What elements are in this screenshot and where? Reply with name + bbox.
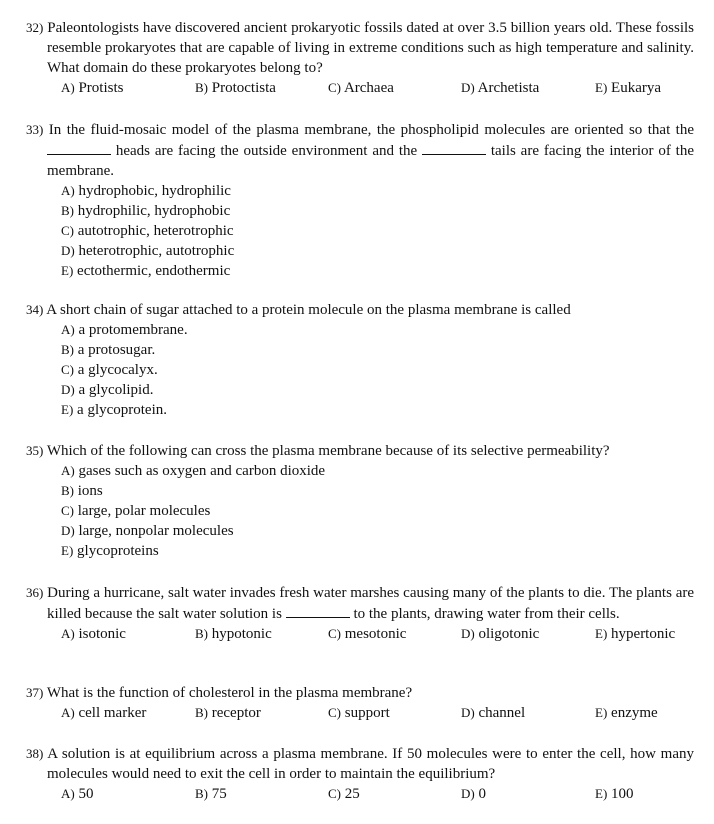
answer-blank[interactable] — [286, 603, 350, 618]
options-row — [61, 784, 694, 804]
question-38 — [26, 744, 694, 804]
question-32 — [26, 18, 694, 98]
option-c[interactable]: C) large, polar molecules — [61, 503, 211, 519]
question-stem: 36) During a hurricane, salt water invades fresh water marshes causing many of the plants to die. The plants are killed because the salt water solution is to the plants, drawing water from their cells. — [26, 585, 695, 622]
question-34 — [26, 300, 694, 420]
answer-blank[interactable] — [422, 140, 486, 155]
option-a[interactable]: A) isotonic — [61, 626, 126, 642]
options-row — [61, 624, 694, 644]
question-number: 34) — [26, 302, 44, 317]
option-b[interactable]: B) 75 — [195, 786, 227, 802]
question-33 — [26, 120, 694, 281]
question-number: 38) — [26, 746, 44, 761]
option-d[interactable]: D) channel — [461, 705, 526, 721]
question-text: What is the function of cholesterol in the plasma membrane? — [46, 685, 413, 701]
question-stem — [26, 300, 694, 320]
question-text: A solution is at equilibrium across a plasma membrane. If 50 molecules were to enter the cell, how many molecules would need to exit the cell in order to maintain the equilibrium? — [47, 746, 694, 782]
question-stem — [26, 18, 694, 78]
answer-blank[interactable] — [47, 140, 111, 155]
question-37 — [26, 683, 694, 723]
question-number: 37) — [26, 685, 44, 700]
option-a[interactable]: A) hydrophobic, hydrophilic — [61, 183, 231, 199]
option-a[interactable]: A) 50 — [61, 786, 94, 802]
option-a[interactable]: A) a protomembrane. — [61, 322, 188, 338]
option-d[interactable]: D) heterotrophic, autotrophic — [61, 243, 235, 259]
option-e[interactable]: E) Eukarya — [595, 80, 662, 96]
question-stem — [26, 744, 694, 784]
option-b[interactable]: B) receptor — [195, 705, 261, 721]
options-list — [61, 320, 694, 420]
option-d[interactable]: D) oligotonic — [461, 626, 540, 642]
option-d[interactable]: D) large, nonpolar molecules — [61, 523, 234, 539]
option-d[interactable]: D) a glycolipid. — [61, 382, 154, 398]
options-list — [61, 181, 694, 281]
question-36 — [26, 583, 694, 644]
option-b[interactable]: B) ions — [61, 483, 103, 499]
question-text: Paleontologists have discovered ancient prokaryotic fossils dated at over 3.5 billion years old. These fossils resemble prokaryotes that are capable of living in extreme conditions such as high temperature and salinity. What domain do these prokaryotes belong to? — [47, 20, 694, 76]
option-a[interactable]: A) Protists — [61, 80, 124, 96]
question-number: 36) — [26, 585, 44, 600]
question-text: A short chain of sugar attached to a protein molecule on the plasma membrane is called — [46, 302, 571, 318]
option-b[interactable]: B) Protoctista — [195, 80, 276, 96]
options-row — [61, 703, 694, 723]
question-stem — [26, 441, 694, 461]
option-c[interactable]: C) a glycocalyx. — [61, 362, 158, 378]
options-list — [61, 461, 694, 561]
option-c[interactable]: C) mesotonic — [328, 626, 407, 642]
question-number: 32) — [26, 20, 44, 35]
question-number: 35) — [26, 443, 44, 458]
option-d[interactable]: D) 0 — [461, 786, 486, 802]
option-e[interactable]: E) a glycoprotein. — [61, 402, 168, 418]
question-35 — [26, 441, 694, 561]
option-d[interactable]: D) Archetista — [461, 80, 540, 96]
option-e[interactable]: E) glycoproteins — [61, 543, 159, 559]
option-e[interactable]: E) ectothermic, endothermic — [61, 263, 231, 279]
option-e[interactable]: E) hypertonic — [595, 626, 676, 642]
option-c[interactable]: C) support — [328, 705, 390, 721]
option-c[interactable]: C) 25 — [328, 786, 360, 802]
question-text: Which of the following can cross the plasma membrane because of its selective permeability? — [46, 443, 610, 459]
question-stem: 33) In the fluid-mosaic model of the plasma membrane, the phospholipid molecules are oriented so that the heads are facing the outside environment and the tails are facing the interior of the membrane. — [26, 122, 695, 179]
question-number: 33) — [26, 122, 44, 137]
option-e[interactable]: E) enzyme — [595, 705, 658, 721]
option-b[interactable]: B) hydrophilic, hydrophobic — [61, 203, 231, 219]
option-a[interactable]: A) gases such as oxygen and carbon dioxide — [61, 463, 326, 479]
option-c[interactable]: C) Archaea — [328, 80, 394, 96]
option-e[interactable]: E) 100 — [595, 786, 634, 802]
options-row — [61, 78, 694, 98]
option-b[interactable]: B) a protosugar. — [61, 342, 156, 358]
option-a[interactable]: A) cell marker — [61, 705, 147, 721]
question-stem — [26, 683, 694, 703]
option-b[interactable]: B) hypotonic — [195, 626, 272, 642]
option-c[interactable]: C) autotrophic, heterotrophic — [61, 223, 234, 239]
